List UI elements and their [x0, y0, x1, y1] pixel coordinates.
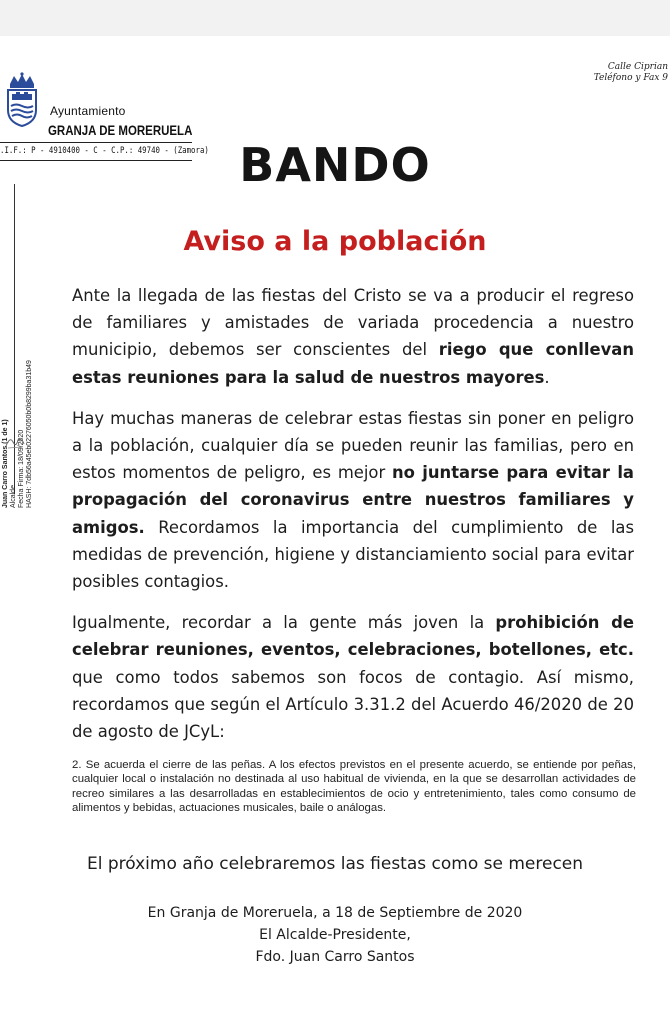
signature-icon	[4, 434, 26, 450]
signature-name: Fdo. Juan Carro Santos	[255, 949, 415, 965]
org-label: Ayuntamiento	[50, 104, 126, 118]
stamp-line-1: Juan Carro Santos (1 de 1)	[2, 419, 9, 508]
signature-role: El Alcalde-Presidente,	[259, 927, 411, 943]
paragraph-3	[72, 609, 634, 745]
closing-line: El próximo año celebraremos las fiestas como se merecen	[86, 854, 584, 874]
address-line-1: Calle Ciprian	[607, 62, 668, 72]
coat-of-arms-icon	[2, 72, 42, 128]
paragraph-2	[72, 405, 634, 595]
paragraph-1	[72, 282, 634, 391]
document-body	[72, 282, 634, 759]
address-line-2: Teléfono y Fax 9	[593, 73, 668, 83]
signature-place-date: En Granja de Moreruela, a 18 de Septiembre de 2020	[147, 905, 523, 921]
paragraph-3-text-c: que como todos sabemos son focos de contagio. Así mismo, recordamos que según el Artículo 3.31.2 del Acuerdo 46/2020 de 20 de agosto de JCyL:	[72, 667, 634, 742]
paragraph-3-emphasis: prohibición de celebrar reuniones, eventos, celebraciones, botellones, etc.	[72, 613, 634, 660]
paragraph-1-text-c: .	[544, 367, 550, 387]
paragraph-3-text-a: Igualmente, recordar a la gente más joven la	[72, 613, 496, 633]
paragraph-2-emphasis: no juntarse para evitar la propagación del coronavirus entre nuestros familiares y amigos.	[72, 463, 634, 537]
document-page	[0, 36, 670, 1024]
paragraph-1-emphasis: riego que conllevan estas reuniones para la salud de nuestros mayores	[72, 340, 634, 387]
stamp-line-4: HASH: 7db56a45eb02276050b0b8299ba31b49	[26, 360, 33, 508]
stamp-line-3: Fecha Firma: 18/09/2020	[18, 429, 25, 508]
document-title: BANDO	[239, 138, 431, 192]
org-cif: .I.F.: P - 4910400 - C - C.P.: 49740 - (Zamora)	[0, 146, 209, 156]
legal-quote: 2. Se acuerda el cierre de las peñas. A los efectos previstos en el presente acuerdo, se entiende por peñas, cualquier local o instalación no destinada al uso habitual de vivienda, en la que se desarrollan actividades de recreo similares a las desarrolladas en establecimientos de ocio y entretenimiento, tales como consumo de alimentos y bebidas, actuaciones musicales, baile o análogas.	[72, 759, 636, 815]
paragraph-1-text-a: Ante la llegada de las fiestas del Cristo se va a producir el regreso de familiares y amistades de variada procedencia a nuestro municipio, debemos ser conscientes del	[72, 286, 634, 360]
signature-stamp	[2, 188, 34, 508]
signature-block	[0, 902, 670, 968]
org-name: GRANJA DE MORERUELA	[48, 122, 193, 138]
header-address	[594, 62, 668, 84]
paragraph-2-text-a: Hay muchas maneras de celebrar estas fiestas sin poner en peligro a la población, cualquier día se pueden reunir las familias, pero en estos momentos de peligro, es mejor	[72, 408, 634, 483]
paragraph-2-text-c: Recordamos la importancia del cumplimiento de las medidas de prevención, higiene y distanciamiento social para evitar posibles contagios.	[72, 517, 634, 592]
stamp-line-2: Alcalde	[10, 485, 17, 508]
document-subtitle: Aviso a la población	[183, 226, 487, 257]
